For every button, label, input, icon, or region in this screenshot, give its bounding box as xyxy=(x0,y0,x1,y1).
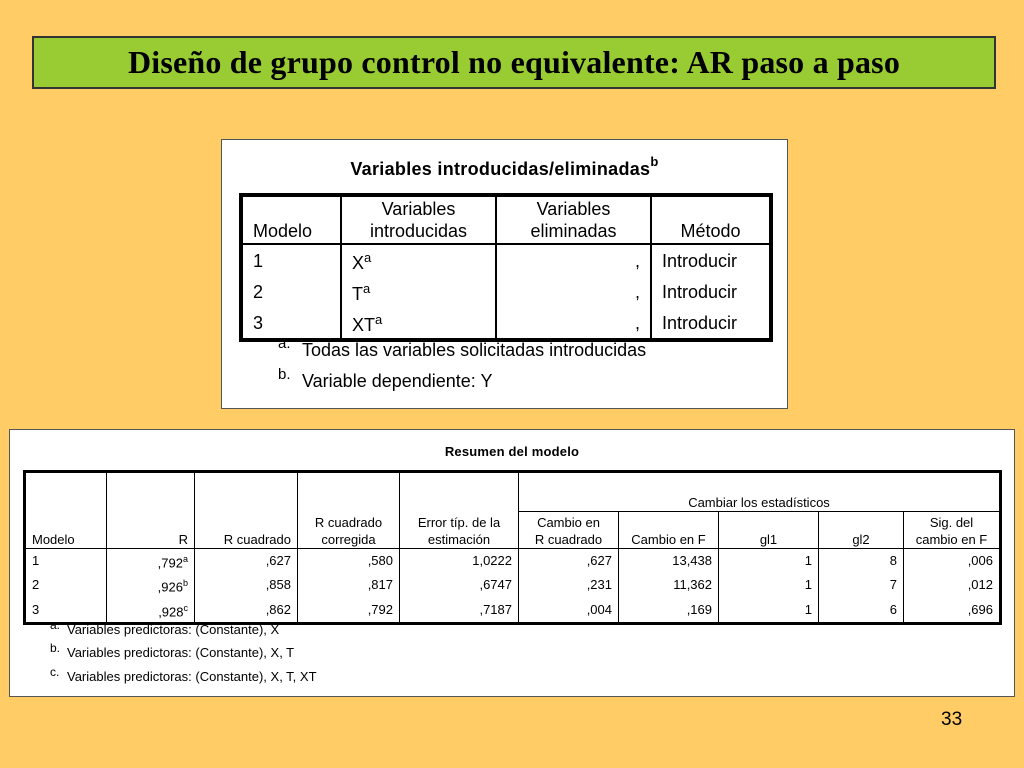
cell-gl2: 7 xyxy=(819,573,904,597)
cell-modelo: 3 xyxy=(241,307,341,340)
cell-r-cuadrado: ,858 xyxy=(195,573,298,597)
table-row xyxy=(25,598,1001,624)
cell-error-tipico: ,7187 xyxy=(400,598,519,624)
footnote-a: a. Todas las variables solicitadas introducidas xyxy=(278,335,647,360)
header-eliminadas: Variables eliminadas xyxy=(496,195,651,244)
cell-eliminadas: , xyxy=(496,307,651,340)
cell-sig-cambio-f: ,012 xyxy=(904,573,1001,597)
header-r: R xyxy=(107,472,195,549)
header-cambio-r-cuadrado: Cambio en R cuadrado xyxy=(519,512,619,549)
cell-modelo: 2 xyxy=(25,573,107,597)
cell-sig-cambio-f: ,696 xyxy=(904,598,1001,624)
header-cambiar-estadisticos: Cambiar los estadísticos xyxy=(519,472,1001,512)
cell-r-cuadrado: ,627 xyxy=(195,549,298,574)
cell-cambio-r-cuadrado: ,627 xyxy=(519,549,619,574)
table-row xyxy=(241,276,771,307)
cell-eliminadas: , xyxy=(496,244,651,276)
footnote-b: b. Variables predictoras: (Constante), X, T xyxy=(50,641,295,660)
header-modelo: Modelo xyxy=(241,195,341,244)
cell-error-tipico: ,6747 xyxy=(400,573,519,597)
variables-table-title: Variables introducidas/eliminadas$^b$ xyxy=(350,154,659,179)
cell-metodo: Introducir xyxy=(651,276,771,307)
cell-modelo: 1 xyxy=(25,549,107,574)
table-row xyxy=(25,549,1001,574)
variables-table xyxy=(239,193,773,342)
cell-cambio-r-cuadrado: ,004 xyxy=(519,598,619,624)
variables-table-title-sup: b xyxy=(650,154,659,169)
cell-eliminadas: , xyxy=(496,276,651,307)
cell-cambio-f: 11,362 xyxy=(619,573,719,597)
model-summary-title: Resumen del modelo xyxy=(444,444,580,459)
header-gl1: gl1 xyxy=(719,512,819,549)
cell-gl1: 1 xyxy=(719,549,819,574)
cell-gl2: 8 xyxy=(819,549,904,574)
cell-introducidas: $X^a$ xyxy=(341,244,496,276)
cell-gl1: 1 xyxy=(719,598,819,624)
cell-metodo: Introducir xyxy=(651,307,771,340)
slide-title-box xyxy=(32,36,996,89)
cell-r-cuadrado: ,862 xyxy=(195,598,298,624)
header-r-cuadrado-corregida: R cuadrado corregida xyxy=(298,472,400,549)
variables-table-header xyxy=(241,195,771,244)
header-introducidas: Variables introducidas xyxy=(341,195,496,244)
header-cambio-f: Cambio en F xyxy=(619,512,719,549)
header-modelo: Modelo xyxy=(25,472,107,549)
cell-r-cuadrado-corregida: ,580 xyxy=(298,549,400,574)
cell-r: ,928$^c$ xyxy=(107,598,195,624)
header-gl2: gl2 xyxy=(819,512,904,549)
footnote-a: a. Variables predictoras: (Constante), X xyxy=(50,618,280,637)
footnote-b: b. Variable dependiente: Y xyxy=(278,366,493,391)
table-row xyxy=(241,244,771,276)
table-row xyxy=(25,573,1001,597)
cell-modelo: 1 xyxy=(241,244,341,276)
cell-r-cuadrado-corregida: ,792 xyxy=(298,598,400,624)
cell-modelo: 2 xyxy=(241,276,341,307)
cell-r-cuadrado-corregida: ,817 xyxy=(298,573,400,597)
cell-gl2: 6 xyxy=(819,598,904,624)
cell-gl1: 1 xyxy=(719,573,819,597)
header-sig-cambio-f: Sig. del cambio en F xyxy=(904,512,1001,549)
cell-metodo: Introducir xyxy=(651,244,771,276)
cell-error-tipico: 1,0222 xyxy=(400,549,519,574)
header-r-cuadrado: R cuadrado xyxy=(195,472,298,549)
cell-r: ,792$^a$ xyxy=(107,549,195,574)
header-metodo: Método xyxy=(651,195,771,244)
footnote-c: c. Variables predictoras: (Constante), X, T, XT xyxy=(50,665,317,684)
slide-title: Diseño de grupo control no equivalente: AR paso a paso xyxy=(127,44,901,80)
cell-cambio-r-cuadrado: ,231 xyxy=(519,573,619,597)
cell-cambio-f: ,169 xyxy=(619,598,719,624)
header-error-tipico: Error típ. de la estimación xyxy=(400,472,519,549)
page-number: 33 xyxy=(941,709,963,730)
variables-table-panel xyxy=(221,139,788,409)
cell-modelo: 3 xyxy=(25,598,107,624)
table-row xyxy=(241,307,771,340)
model-summary-table xyxy=(23,470,1002,625)
model-summary-panel xyxy=(9,429,1015,697)
cell-r: ,926$^b$ xyxy=(107,573,195,597)
cell-introducidas: $T^a$ xyxy=(341,276,496,307)
cell-introducidas: $XT^a$ xyxy=(341,307,496,340)
cell-sig-cambio-f: ,006 xyxy=(904,549,1001,574)
model-summary-group-row xyxy=(25,472,1001,512)
cell-cambio-f: 13,438 xyxy=(619,549,719,574)
